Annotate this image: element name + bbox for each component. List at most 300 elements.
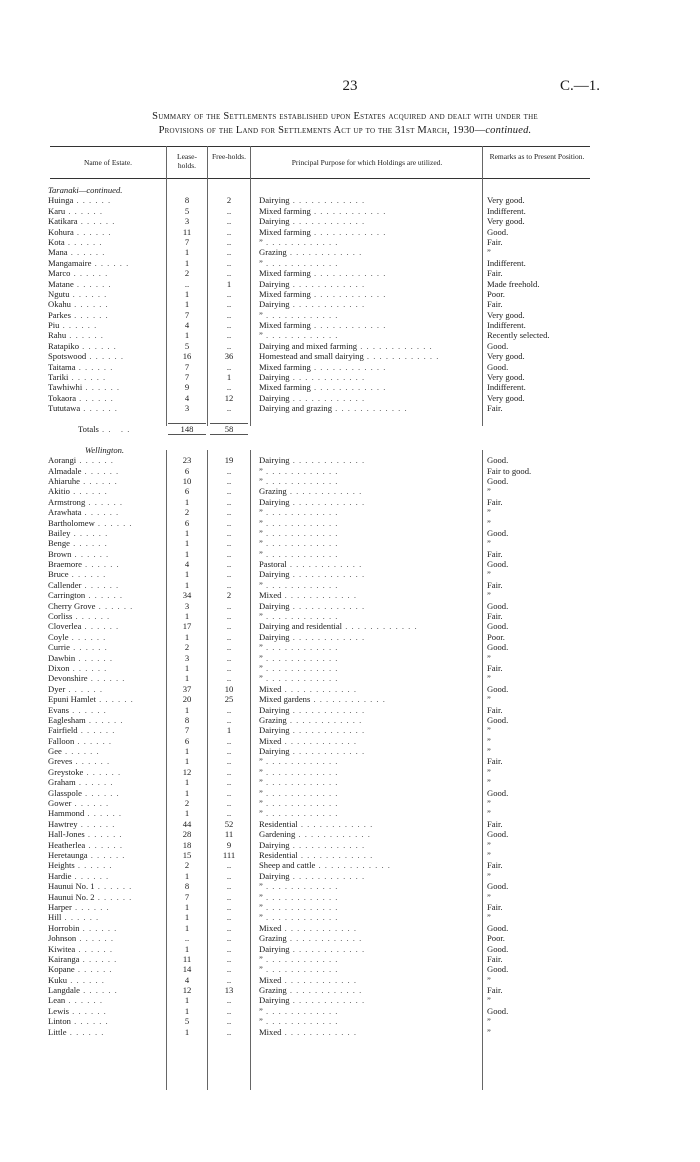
- column-header-freeholds: Free-holds.: [212, 152, 246, 161]
- column-header-leaseholds: Lease-holds.: [177, 152, 197, 170]
- principal-purpose-text: ”: [259, 465, 263, 476]
- estate-name: [48, 507, 148, 517]
- table-row: [0, 975, 700, 985]
- table-row: [0, 351, 700, 361]
- table-row: [0, 777, 700, 787]
- remarks: Fair.: [487, 818, 503, 829]
- freeholds-count: ..: [226, 1005, 232, 1016]
- remarks: Good.: [487, 683, 509, 694]
- leader-dots: . . . . . . . . . . . .: [289, 995, 366, 1006]
- leaseholds-count: 18: [182, 839, 192, 850]
- estate-name-text: Greystoke: [48, 766, 84, 777]
- freeholds-count: ..: [226, 527, 232, 538]
- remarks: Very good.: [487, 392, 525, 403]
- freeholds-count: ..: [226, 662, 232, 673]
- remarks: Very good.: [487, 372, 525, 383]
- leader-dots: . . . . . .: [80, 403, 118, 414]
- principal-purpose: [259, 902, 474, 912]
- estate-name-text: Gower: [48, 798, 72, 809]
- principal-purpose-text: ”: [259, 901, 263, 912]
- leader-dots: . . . . . . . . . . . .: [281, 1026, 357, 1037]
- freeholds-count: ..: [226, 953, 232, 964]
- table-row: [0, 964, 700, 974]
- leader-dots: . . . . . . . . . . . .: [310, 320, 387, 331]
- remarks: Indifferent.: [487, 257, 526, 268]
- leader-dots: . . . . . . . . . . . .: [262, 579, 339, 590]
- principal-purpose-text: Grazing: [259, 985, 287, 996]
- table-row: [0, 1027, 700, 1037]
- principal-purpose-text: Mixed: [259, 683, 282, 694]
- principal-purpose: [259, 860, 474, 870]
- leaseholds-count: 6: [184, 486, 190, 497]
- table-row: [0, 715, 700, 725]
- estate-name-text: Katikara: [48, 216, 78, 227]
- leaseholds-count: 34: [182, 590, 192, 601]
- principal-purpose: [259, 549, 474, 559]
- estate-name: [48, 310, 148, 320]
- estate-name: [48, 621, 148, 631]
- totals-leaseholds: 148: [168, 423, 206, 435]
- remarks: Good.: [487, 922, 509, 933]
- leaseholds-count: 20: [182, 694, 192, 705]
- principal-purpose-text: Dairying: [259, 569, 290, 580]
- leader-dots: . . . . . .: [71, 901, 110, 912]
- principal-purpose: [259, 362, 474, 372]
- principal-purpose: [259, 725, 474, 735]
- leader-dots: . . . . . .: [68, 569, 107, 580]
- estate-name-text: Cherry Grove: [48, 600, 96, 611]
- table-row: [0, 892, 700, 902]
- principal-purpose: [259, 819, 474, 829]
- principal-purpose-text: Mixed gardens: [259, 694, 311, 705]
- principal-purpose: [259, 975, 474, 985]
- leaseholds-count: 1: [184, 756, 190, 767]
- leader-dots: . . . . . . . . . . . .: [289, 455, 366, 466]
- leaseholds-count: 4: [184, 392, 190, 403]
- freeholds-count: ..: [226, 236, 232, 247]
- leader-dots: . . . . . . . . . . . .: [286, 933, 363, 944]
- estate-name: [48, 538, 148, 548]
- estate-name: [48, 819, 148, 829]
- remarks: Good.: [487, 642, 509, 653]
- table-row: [0, 621, 700, 631]
- principal-purpose: [259, 258, 474, 268]
- principal-purpose: [259, 559, 474, 569]
- table-row: [0, 860, 700, 870]
- principal-purpose-text: ”: [259, 507, 263, 518]
- remarks: Fair.: [487, 756, 503, 767]
- leader-dots: . . . . . . . . . . . .: [281, 683, 357, 694]
- estate-name: [48, 975, 148, 985]
- principal-purpose-text: ”: [259, 579, 263, 590]
- principal-purpose-text: Grazing: [259, 486, 287, 497]
- leader-dots: . . . . . .: [66, 1026, 105, 1037]
- leader-dots: . . . . . . . . . . . .: [262, 964, 339, 975]
- estate-name-text: Heatherlea: [48, 839, 86, 850]
- table-row: [0, 330, 700, 340]
- freeholds-count: ..: [226, 922, 232, 933]
- leader-dots: . . . . . . . . . . . .: [310, 288, 387, 299]
- leader-dots: . . . . . . . . . . . .: [310, 205, 387, 216]
- principal-purpose-text: ”: [259, 1005, 263, 1016]
- section-heading-taranaki: Taranaki—continued.: [48, 185, 123, 195]
- page-header: [0, 78, 700, 96]
- table-row: [0, 237, 700, 247]
- totals-freeholds: 58: [210, 423, 248, 435]
- table-row: [0, 819, 700, 829]
- estate-name: [48, 777, 148, 787]
- freeholds-count: ..: [226, 631, 232, 642]
- leader-dots: . . . . . .: [75, 361, 114, 372]
- principal-purpose-text: Gardening: [259, 829, 296, 840]
- principal-purpose-text: Mixed farming: [259, 268, 311, 279]
- estate-name: [48, 569, 148, 579]
- leaseholds-count: 2: [184, 642, 190, 653]
- principal-purpose-text: ”: [259, 787, 263, 798]
- principal-purpose: [259, 1027, 474, 1037]
- leaseholds-count: 1: [184, 631, 190, 642]
- remarks: Very good.: [487, 195, 525, 206]
- leader-dots: . . . . . .: [67, 974, 105, 985]
- leaseholds-count: ..: [184, 933, 190, 944]
- estate-name-text: Bartholomew: [48, 517, 95, 528]
- estate-name: [48, 362, 148, 372]
- estate-name: [48, 1027, 148, 1037]
- table-row: [0, 694, 700, 704]
- leader-dots: . . . . . . . . . . . .: [363, 351, 440, 362]
- freeholds-count: ..: [226, 1016, 232, 1027]
- estate-name: [48, 372, 148, 382]
- leader-dots: . . . . . .: [70, 527, 109, 538]
- remarks: ”: [487, 777, 491, 788]
- leader-dots: . . . . . . . . . . . .: [289, 195, 366, 206]
- freeholds-count: 2: [226, 590, 232, 601]
- freeholds-count: 25: [224, 694, 234, 705]
- principal-purpose: [259, 289, 474, 299]
- leader-dots: . . . . . .: [69, 642, 108, 653]
- table-row: [0, 372, 700, 382]
- principal-purpose-text: Dairying: [259, 704, 290, 715]
- remarks: Good.: [487, 475, 509, 486]
- totals-label: Totals . . . .: [78, 423, 131, 434]
- principal-purpose-text: ”: [259, 611, 263, 622]
- remarks: ”: [487, 912, 491, 923]
- table-row: [0, 310, 700, 320]
- leaseholds-count: 1: [184, 496, 190, 507]
- leaseholds-count: 1: [184, 527, 190, 538]
- estate-name: [48, 237, 148, 247]
- leader-dots: . . . . . .: [70, 1016, 109, 1027]
- leader-dots: . . . . . .: [85, 496, 124, 507]
- leader-dots: . . . . . .: [72, 756, 111, 767]
- principal-purpose: [259, 372, 474, 382]
- remarks: ”: [487, 870, 491, 881]
- leader-dots: . . . . . .: [66, 330, 104, 341]
- principal-purpose-text: Dairying: [259, 839, 290, 850]
- table-row: [0, 538, 700, 548]
- estate-name: [48, 964, 148, 974]
- table-row: [0, 601, 700, 611]
- title-line-2-continued: continued.: [485, 125, 532, 136]
- leader-dots: . . . . . . . . . . . .: [262, 652, 339, 663]
- table-row: [0, 299, 700, 309]
- estate-name: [48, 528, 148, 538]
- estate-name: [48, 684, 148, 694]
- table-row: [0, 549, 700, 559]
- principal-purpose-text: ”: [259, 475, 263, 486]
- freeholds-count: ..: [226, 559, 232, 570]
- principal-purpose-text: Mixed farming: [259, 382, 311, 393]
- remarks: ”: [487, 247, 491, 258]
- remarks: Good.: [487, 787, 509, 798]
- remarks: ”: [487, 746, 491, 757]
- principal-purpose: [259, 195, 474, 205]
- principal-purpose-text: Dairying: [259, 600, 290, 611]
- remarks: Good.: [487, 881, 509, 892]
- principal-purpose: [259, 268, 474, 278]
- freeholds-count: ..: [226, 756, 232, 767]
- table-row: [0, 320, 700, 330]
- estate-name-text: Kopane: [48, 964, 75, 975]
- leader-dots: . . . . . . . . . . . .: [262, 756, 339, 767]
- estate-name-text: Kota: [48, 236, 65, 247]
- remarks: Very good.: [487, 351, 525, 362]
- estate-name: [48, 944, 148, 954]
- principal-purpose-text: ”: [259, 527, 263, 538]
- leaseholds-count: 5: [184, 205, 190, 216]
- freeholds-count: 11: [224, 829, 234, 840]
- principal-purpose-text: ”: [259, 777, 263, 788]
- leader-dots: . . . . . .: [65, 205, 103, 216]
- leaseholds-count: 12: [182, 766, 192, 777]
- leaseholds-count: 4: [184, 559, 190, 570]
- freeholds-count: ..: [226, 642, 232, 653]
- leader-dots: . . . . . . . . . . . .: [262, 527, 339, 538]
- leaseholds-count: 3: [184, 600, 190, 611]
- remarks: Good.: [487, 600, 509, 611]
- leader-dots: . . . . . . . . . . . .: [310, 268, 387, 279]
- leaseholds-count: 1: [184, 611, 190, 622]
- leader-dots: . . . . . . . . . . . .: [262, 787, 339, 798]
- estate-name-text: Matane: [48, 278, 74, 289]
- principal-purpose: [259, 777, 474, 787]
- estate-name: [48, 746, 148, 756]
- principal-purpose: [259, 985, 474, 995]
- leaseholds-count: 4: [184, 974, 190, 985]
- remarks: Fair.: [487, 299, 503, 310]
- estate-name: [48, 497, 148, 507]
- section-heading-row: [0, 185, 700, 195]
- table-row: [0, 403, 700, 413]
- table-row: [0, 486, 700, 496]
- estate-name-text: Spotswood: [48, 351, 87, 362]
- freeholds-count: ..: [226, 870, 232, 881]
- estate-name: [48, 673, 148, 683]
- principal-purpose: [259, 580, 474, 590]
- estate-name-text: Hawtrey: [48, 818, 78, 829]
- leader-dots: . . . . . .: [69, 288, 108, 299]
- principal-purpose-text: Dairying: [259, 496, 290, 507]
- leader-dots: . . . . . .: [70, 309, 109, 320]
- principal-purpose: [259, 1016, 474, 1026]
- principal-purpose-text: Dairying and grazing: [259, 403, 333, 414]
- freeholds-count: ..: [226, 538, 232, 549]
- principal-purpose: [259, 756, 474, 766]
- estate-name-text: Rahu: [48, 330, 67, 341]
- table-row: [0, 507, 700, 517]
- leaseholds-count: 8: [184, 881, 190, 892]
- freeholds-count: ..: [226, 766, 232, 777]
- table-row: [0, 466, 700, 476]
- principal-purpose-text: Dairying: [259, 372, 290, 383]
- leaseholds-count: 7: [184, 309, 190, 320]
- leader-dots: . . . . . .: [81, 465, 120, 476]
- estate-name: [48, 715, 148, 725]
- table-row: [0, 746, 700, 756]
- leader-dots: . . . . . . . . . . . .: [289, 704, 366, 715]
- estate-name-text: Parkes: [48, 309, 71, 320]
- principal-purpose: [259, 705, 474, 715]
- remarks: Good.: [487, 226, 509, 237]
- freeholds-count: ..: [226, 974, 232, 985]
- table-top-rule: [50, 146, 590, 147]
- leaseholds-count: 7: [184, 891, 190, 902]
- estate-name-text: Cloverlea: [48, 621, 82, 632]
- principal-purpose: [259, 455, 474, 465]
- table-row: [0, 590, 700, 600]
- leaseholds-count: 11: [182, 226, 192, 237]
- table-row: [0, 258, 700, 268]
- principal-purpose: [259, 320, 474, 330]
- estate-name: [48, 393, 148, 403]
- remarks: Good.: [487, 943, 509, 954]
- leaseholds-count: 1: [184, 943, 190, 954]
- freeholds-count: ..: [226, 288, 232, 299]
- leader-dots: . . . . . .: [94, 881, 133, 892]
- leaseholds-count: 5: [184, 340, 190, 351]
- freeholds-count: 111: [222, 850, 236, 860]
- leader-dots: . . . . . .: [77, 725, 116, 736]
- freeholds-count: ..: [226, 611, 232, 622]
- remarks: ”: [487, 839, 491, 850]
- leaseholds-count: 8: [184, 195, 190, 206]
- freeholds-count: ..: [226, 507, 232, 518]
- leaseholds-count: 2: [184, 268, 190, 279]
- estate-name-text: Brown: [48, 548, 72, 559]
- estate-name: [48, 902, 148, 912]
- estate-name: [48, 216, 148, 226]
- leaseholds-count: 2: [184, 798, 190, 809]
- remarks: ”: [487, 673, 491, 684]
- estate-name: [48, 788, 148, 798]
- leader-dots: . . . . . . . . . . . .: [315, 860, 391, 871]
- freeholds-count: ..: [226, 964, 232, 975]
- principal-purpose-text: Mixed: [259, 922, 282, 933]
- leader-dots: . . . . . . . . . . . .: [310, 694, 386, 705]
- leader-dots: . . . . . . . . . . . .: [342, 621, 418, 632]
- leaseholds-count: 44: [182, 818, 192, 829]
- leader-dots: . . . . . .: [83, 766, 122, 777]
- remarks: Good.: [487, 714, 509, 725]
- principal-purpose: [259, 382, 474, 392]
- leader-dots: . . . . . .: [81, 559, 120, 570]
- table-row: [0, 985, 700, 995]
- principal-purpose-text: Sheep and cattle: [259, 860, 316, 871]
- table-row: [0, 455, 700, 465]
- principal-purpose: [259, 590, 474, 600]
- estate-name-text: Johnson: [48, 933, 77, 944]
- freeholds-count: ..: [226, 1026, 232, 1037]
- estate-name: [48, 289, 148, 299]
- estate-name: [48, 227, 148, 237]
- principal-purpose-text: Mixed farming: [259, 320, 311, 331]
- freeholds-count: 9: [226, 839, 232, 850]
- leader-dots: . . . . . .: [69, 486, 108, 497]
- estate-name: [48, 590, 148, 600]
- principal-purpose: [259, 798, 474, 808]
- principal-purpose-text: ”: [259, 673, 263, 684]
- principal-purpose-text: Dairying: [259, 870, 290, 881]
- remarks: ”: [487, 652, 491, 663]
- remarks: ”: [487, 507, 491, 518]
- remarks: Indifferent.: [487, 382, 526, 393]
- leader-dots: . . . . . .: [61, 912, 100, 923]
- estate-name-text: Bruce: [48, 569, 69, 580]
- table-row: [0, 642, 700, 652]
- estate-name-text: Kohura: [48, 226, 74, 237]
- leader-dots: . . . . . .: [74, 860, 113, 871]
- remarks: Fair.: [487, 704, 503, 715]
- freeholds-count: ..: [226, 486, 232, 497]
- leaseholds-count: 10: [182, 475, 192, 486]
- totals-row: [0, 424, 700, 434]
- leaseholds-count: 3: [184, 652, 190, 663]
- leader-dots: . . . . . .: [71, 870, 110, 881]
- estate-name: [48, 705, 148, 715]
- leader-dots: . . . . . .: [71, 798, 110, 809]
- principal-purpose: [259, 330, 474, 340]
- wellington-rows: [0, 455, 700, 1037]
- leaseholds-count: 7: [184, 725, 190, 736]
- leaseholds-count: 14: [182, 964, 192, 975]
- leaseholds-count: 1: [184, 995, 190, 1006]
- estate-name: [48, 881, 148, 891]
- principal-purpose-text: Dairying: [259, 455, 290, 466]
- column-header-name: Name of Estate.: [83, 158, 133, 167]
- estate-name: [48, 829, 148, 839]
- principal-purpose-text: ”: [259, 548, 263, 559]
- principal-purpose-text: Grazing: [259, 933, 287, 944]
- principal-purpose-text: Dairying: [259, 746, 290, 757]
- estate-name-text: Kairanga: [48, 953, 80, 964]
- estate-name-text: Braemore: [48, 559, 82, 570]
- principal-purpose-text: Dairying: [259, 943, 290, 954]
- leader-dots: . . . . . . . . . . . .: [281, 590, 357, 601]
- principal-purpose-text: ”: [259, 766, 263, 777]
- leader-dots: . . . . . . . . . . . .: [332, 403, 408, 414]
- table-row: [0, 279, 700, 289]
- estate-name: [48, 694, 148, 704]
- principal-purpose: [259, 881, 474, 891]
- estate-name-text: Piu: [48, 320, 60, 331]
- remarks: Very good.: [487, 309, 525, 320]
- table-row: [0, 725, 700, 735]
- leaseholds-count: 1: [184, 1005, 190, 1016]
- remarks: ”: [487, 517, 491, 528]
- principal-purpose-text: Mixed: [259, 1026, 282, 1037]
- principal-purpose: [259, 871, 474, 881]
- estate-name-text: Dixon: [48, 662, 70, 673]
